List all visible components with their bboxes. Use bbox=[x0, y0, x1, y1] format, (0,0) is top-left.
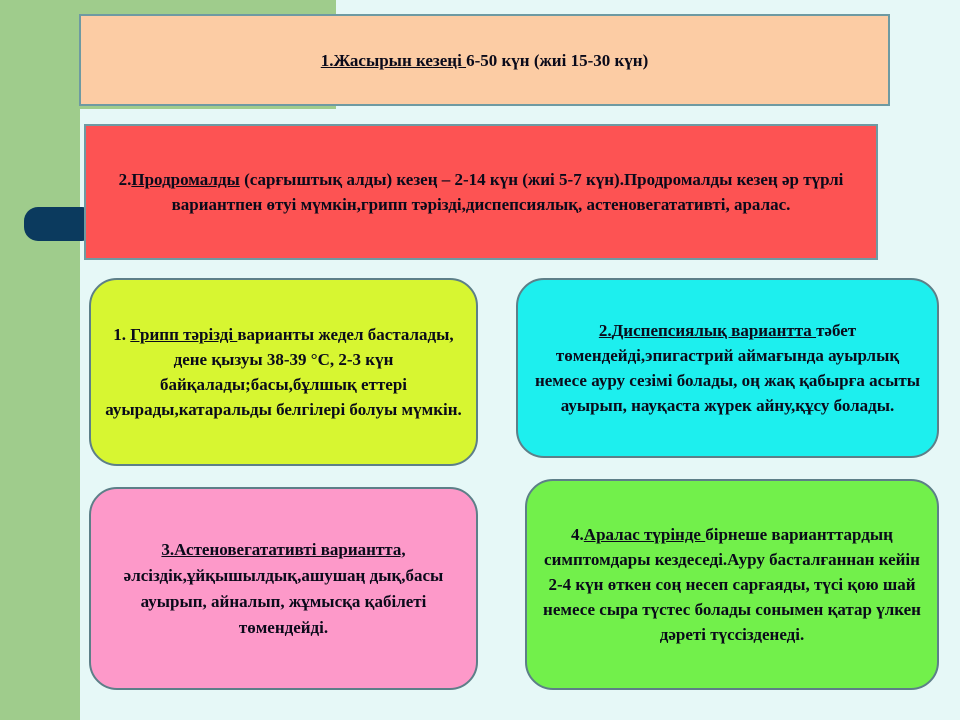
variant-1-title: Грипп тәрізді bbox=[130, 325, 238, 344]
variant-asthenovegetative-content bbox=[105, 537, 462, 641]
variant-3-text: әлсіздік,ұйқышылдық,ашушаң дық,басы ауырып, айналып, жұмысқа қабілеті төмендейді. bbox=[123, 565, 444, 637]
stage-1-number: 1. bbox=[320, 50, 334, 70]
variant-4-text: бірнеше варианттардың симптомдары кездеседі.Ауру басталғаннан кейін 2-4 күн өткен соң несеп сарғаяды, түсі қою шай немесе сыра түстес болады сонымен қатар үлкен дәреті түссізденеді. bbox=[543, 525, 921, 644]
variant-flu-like-content bbox=[105, 322, 462, 422]
variant-mixed-box bbox=[525, 479, 939, 690]
variant-4-number: 4. bbox=[571, 525, 584, 544]
variant-dyspeptic-content bbox=[532, 318, 923, 418]
stage-2-content bbox=[116, 167, 846, 217]
stage-1-box bbox=[79, 14, 890, 106]
variant-1-number: 1. bbox=[113, 325, 131, 344]
stage-2-box bbox=[84, 124, 878, 260]
variant-4-title: Аралас түрінде bbox=[583, 525, 706, 544]
variant-2-text: тәбет төмендейді,эпигастрий аймағында ауырлық немесе ауру сезімі болады, оң жақ қабырға асыты ауырып, науқаста жүрек айну,құсу болады. bbox=[534, 321, 921, 415]
variant-3-title: 3.Астеновегатативті вариантта, bbox=[161, 539, 406, 559]
stage-2-text: (сарғыштық алды) кезең – 2-14 күн (жиі 5-7 күн).Продромалды кезең әр түрлі вариантпен өтуі мүмкін,грипп тәрізді,диспепсиялық, астеновегатативті, аралас. bbox=[171, 170, 844, 214]
variant-1-text: варианты жедел басталады, дене қызуы 38-39 °С, 2-3 күн байқалады;басы,бұлшық еттері ауырады,катаральды белгілері болуы мүмкін. bbox=[105, 325, 462, 419]
stage-1-title: Жасырын кезеңі bbox=[333, 50, 467, 70]
stage-2-title: Продромалды bbox=[131, 170, 240, 189]
variant-2-number: 2. bbox=[598, 321, 612, 340]
left-sidebar-band bbox=[0, 0, 80, 720]
stage-1-content bbox=[321, 48, 648, 73]
stage-1-text: 6-50 күн (жиі 15-30 күн) bbox=[466, 50, 649, 70]
variant-asthenovegetative-box bbox=[89, 487, 478, 690]
variant-dyspeptic-box bbox=[516, 278, 939, 458]
stage-2-number: 2. bbox=[118, 170, 132, 189]
variant-2-title: Диспепсиялық вариантта bbox=[611, 321, 817, 340]
variant-flu-like-box bbox=[89, 278, 478, 466]
top-green-band bbox=[80, 0, 336, 14]
variant-mixed-content bbox=[541, 522, 923, 647]
